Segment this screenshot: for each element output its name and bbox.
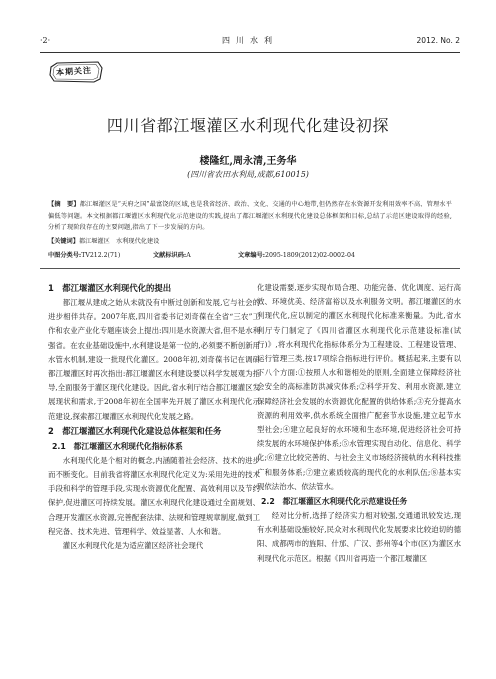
abstract: [48, 199, 452, 234]
clc-value: TV212.2(71): [81, 252, 121, 259]
classification-line: [48, 250, 452, 261]
header-rule: [40, 52, 460, 53]
section-1-paragraph: 都江堰从建成之始从未就没有中断过创新和发展,它与社会的进步相伴共存。2007年底,四川省委书记刘奇葆在全省“三农”工作和农业产业化专题座谈会上提出:四川是水资源大省,但不是水利强省。在农业基础设施中,水利建设是第一位的,必须要不断创新用水管水机制,建设一批现代化灌区。2008年初,刘奇葆书记在调研都江堰灌区时再次指出:都江堰灌区水利建设要以科学发展观为指导,全面服务于灌区现代化建设。因此,省水利厅结合都江堰灌区发展现状和需求,于2008年初在全国率先开展了灌区水利现代化示范建设,探索都江堰灌区水利现代化发展之路。: [48, 298, 260, 421]
document-code-label: 文献标识码:: [153, 252, 187, 259]
article-authors: 楼隆红,周永清,王务华: [199, 156, 297, 167]
badge-label: 本期关注: [55, 65, 93, 78]
article-id-label: 文章编号:: [238, 252, 266, 259]
section-2-heading: 2 都江堰灌区水利现代化建设总体框架和任务: [48, 425, 222, 436]
document-code-value: A: [186, 252, 191, 259]
issue-number: 2012. No. 2: [416, 36, 460, 45]
right-column: [257, 281, 461, 566]
running-header: [40, 34, 460, 48]
column-badge: [48, 60, 104, 84]
clc-number: [48, 250, 153, 261]
journal-name: 四川水利: [222, 36, 278, 45]
section-2-1-continued: 化建设需要,逐步实现布局合理、功能完备、优化调度、运行高效、环境优美、经济富裕以及水利服务文明。都江堰灌区的水利现代化,应以制定的灌区水利现代化标准来衡量。为此,省水利厅专门制定了《四川省灌区水利现代化示范建设标准(试行)》,将水利现代化指标体系分为工程建设、工程建设管理、运行管理三类,按17项综合指标进行评价。概括起来,主要有以下八个方面:①按照人水和谐相处的原则,全面建立保障经济社会安全的高标准防洪减灾体系;②科学开发、利用水资源,建立保障经济社会发展的水资源优化配置的供给体系;③充分提高水资源的利用效率,供水系统全面推广配套节水设施,建立起节水型社会;④建立起良好的水环境和生态环境,促进经济社会可持续发展的水环境保护体系;⑤水管理实现自动化、信息化、科学化;⑥建立比较完善的、与社会主义市场经济接轨的水利科技推广和服务体系;⑦建立素质较高的现代化的水利队伍;⑧基本实现依法治水、依法管水。: [257, 283, 461, 491]
page-number: ·2·: [40, 36, 51, 45]
keywords: [48, 236, 452, 247]
keywords-text: 都江堰灌区 水利现代化建设: [78, 238, 160, 245]
section-1-heading: 1 都江堰灌区水利现代化的提出: [48, 283, 172, 293]
article-id-value: 2095-1809(2012)02-0002-04: [265, 252, 355, 259]
article-id: [238, 250, 355, 261]
article-affiliation: (四川省农田水利局,成都,610015): [187, 170, 309, 179]
section-2-2-heading: 2.2 都江堰灌区水利现代化示范建设任务: [261, 497, 408, 507]
left-column: [48, 281, 260, 553]
section-2-1-paragraph-2: 灌区水利现代化是为适应灌区经济社会现代: [62, 541, 204, 551]
keywords-label: 【关键词】: [48, 238, 79, 245]
section-2-1-paragraph: 水利现代化是个相对的概念,内涵随着社会经济、技术的进步而不断变化。目前我省将灌区水利现代化定义为:采用先进的技术手段和科学的管理手段,实现水资源优化配置、高效利用以及节约保护,促进灌区可持续发展。灌区水利现代化建设通过全面规划、合理开发灌区水资源,完善配套法律、法规和管理规章制度,做到工程完备、技术先进、管理科学、效益显著、人水和谐。: [48, 455, 260, 536]
clc-label: 中图分类号:: [48, 252, 82, 259]
article-title: 四川省都江堰灌区水利现代化建设初探: [106, 116, 390, 135]
abstract-text: 都江堰灌区是“天府之国”最富饶的区域,也是我省经济、政治、文化、交通的中心地带,但仍然存在水资源开发利用效率不高、管理水平偏低等问题。本文根据都江堰灌区水利现代化示范建设的实践,提出了都江堰灌区水利现代化建设总体框架和目标,总结了示范区建设取得的经验,分析了现阶段存在的主要问题,指出了下一步发展的方向。: [48, 201, 452, 232]
section-2-2-paragraph: 经对比分析,选择了经济实力相对较强,交通通讯较发达,现有水利基础设施较好,民众对水利现代化发展要求比较迫切的德阳、成都两市的旌阳、什邡、广汉、彭州等4个市(区)为灌区水利现代化示范区。根据《四川省再造一个都江堰灌区: [257, 511, 461, 563]
section-divider: [40, 268, 460, 269]
document-code: [153, 250, 238, 261]
section-2-1-heading: 2.1 都江堰灌区水利现代化指标体系: [52, 441, 183, 451]
abstract-label: 【摘 要】: [48, 201, 80, 208]
